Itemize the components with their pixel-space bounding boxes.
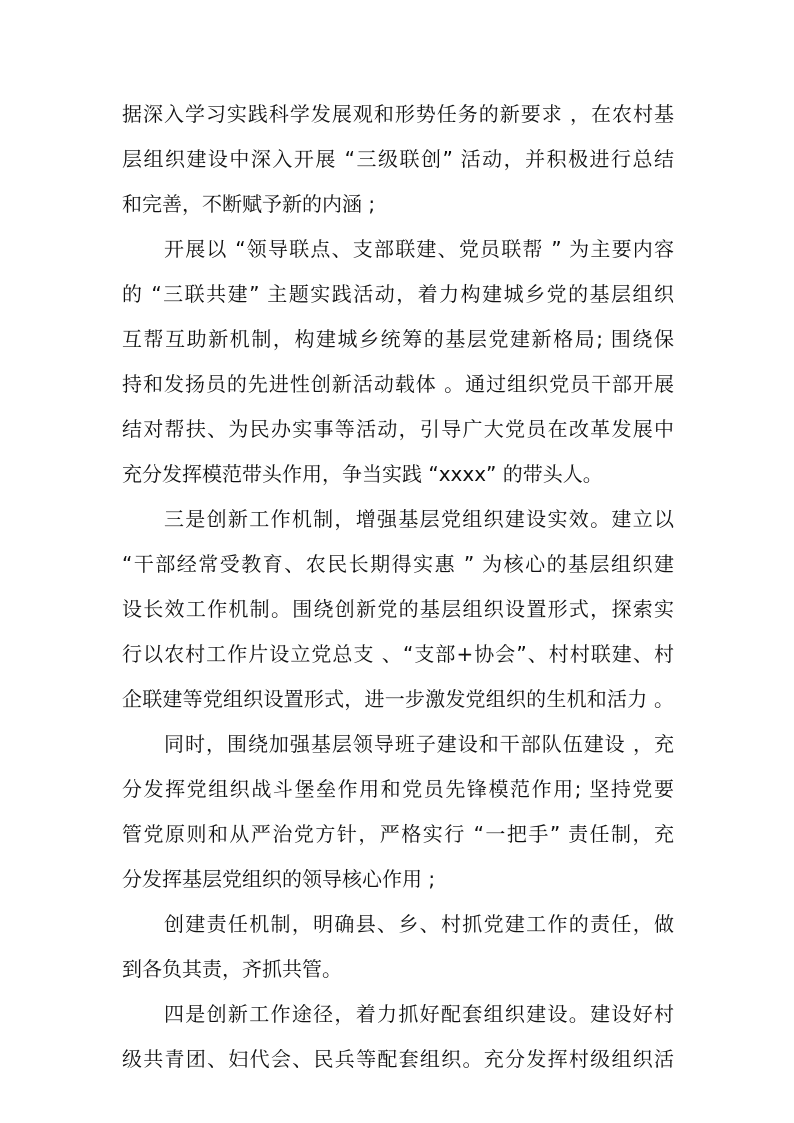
text-line-7: 持和发扬员的先进性创新活动载体 。通过组织党员干部开展 xyxy=(122,372,674,396)
text-line-6: 互帮互助新机制，构建城乡统筹的基层党建新格局; 围绕保 xyxy=(122,327,674,351)
text-line-2: 层组织建设中深入开展 “三级联创” 活动，并积极进行总结 xyxy=(122,147,674,171)
text-line-11: “干部经常受教育、农民长期得实惠 ” 为核心的基层组织建 xyxy=(122,552,674,576)
text-line-12: 设长效工作机制。围绕创新党的基层组织设置形式，探索实 xyxy=(122,597,674,621)
text-line-19: 创建责任机制，明确县、乡、村抓党建工作的责任，做 xyxy=(164,912,674,936)
text-line-21: 四是创新工作途径，着力抓好配套组织建设。建设好村 xyxy=(164,1002,674,1026)
text-line-15: 同时，围绕加强基层领导班子建设和干部队伍建设 ，充 xyxy=(164,732,674,756)
text-line-10: 三是创新工作机制，增强基层党组织建设实效。建立以 xyxy=(164,507,674,531)
text-line-1: 据深入学习实践科学发展观和形势任务的新要求 ，在农村基 xyxy=(122,102,674,126)
text-line-3: 和完善，不断赋予新的内涵 ; xyxy=(122,192,376,216)
text-line-17: 管党原则和从严治党方针，严格实行 “一把手” 责任制，充 xyxy=(122,822,674,846)
text-line-9: 充分发挥模范带头作用，争当实践 “xxxx” 的带头人。 xyxy=(122,462,603,486)
text-line-13: 行以农村工作片设立党总支 、“支部+协会”、村村联建、村 xyxy=(122,642,674,666)
text-line-4: 开展以 “领导联点、支部联建、党员联帮 ” 为主要内容 xyxy=(164,237,674,261)
text-line-5: 的 “三联共建” 主题实践活动，着力构建城乡党的基层组织 xyxy=(122,282,674,306)
text-line-20: 到各负其责，齐抓共管。 xyxy=(122,957,342,981)
text-line-22: 级共青团、妇代会、民兵等配套组织。充分发挥村级组织活 xyxy=(122,1047,674,1071)
text-line-16: 分发挥党组织战斗堡垒作用和党员先锋模范作用; 坚持党要 xyxy=(122,777,674,801)
text-line-14: 企联建等党组织设置形式，进一步激发党组织的生机和活力 。 xyxy=(122,687,674,711)
text-line-8: 结对帮扶、为民办实事等活动，引导广大党员在改革发展中 xyxy=(122,417,674,441)
text-line-18: 分发挥基层党组织的领导核心作用 ; xyxy=(122,867,436,891)
